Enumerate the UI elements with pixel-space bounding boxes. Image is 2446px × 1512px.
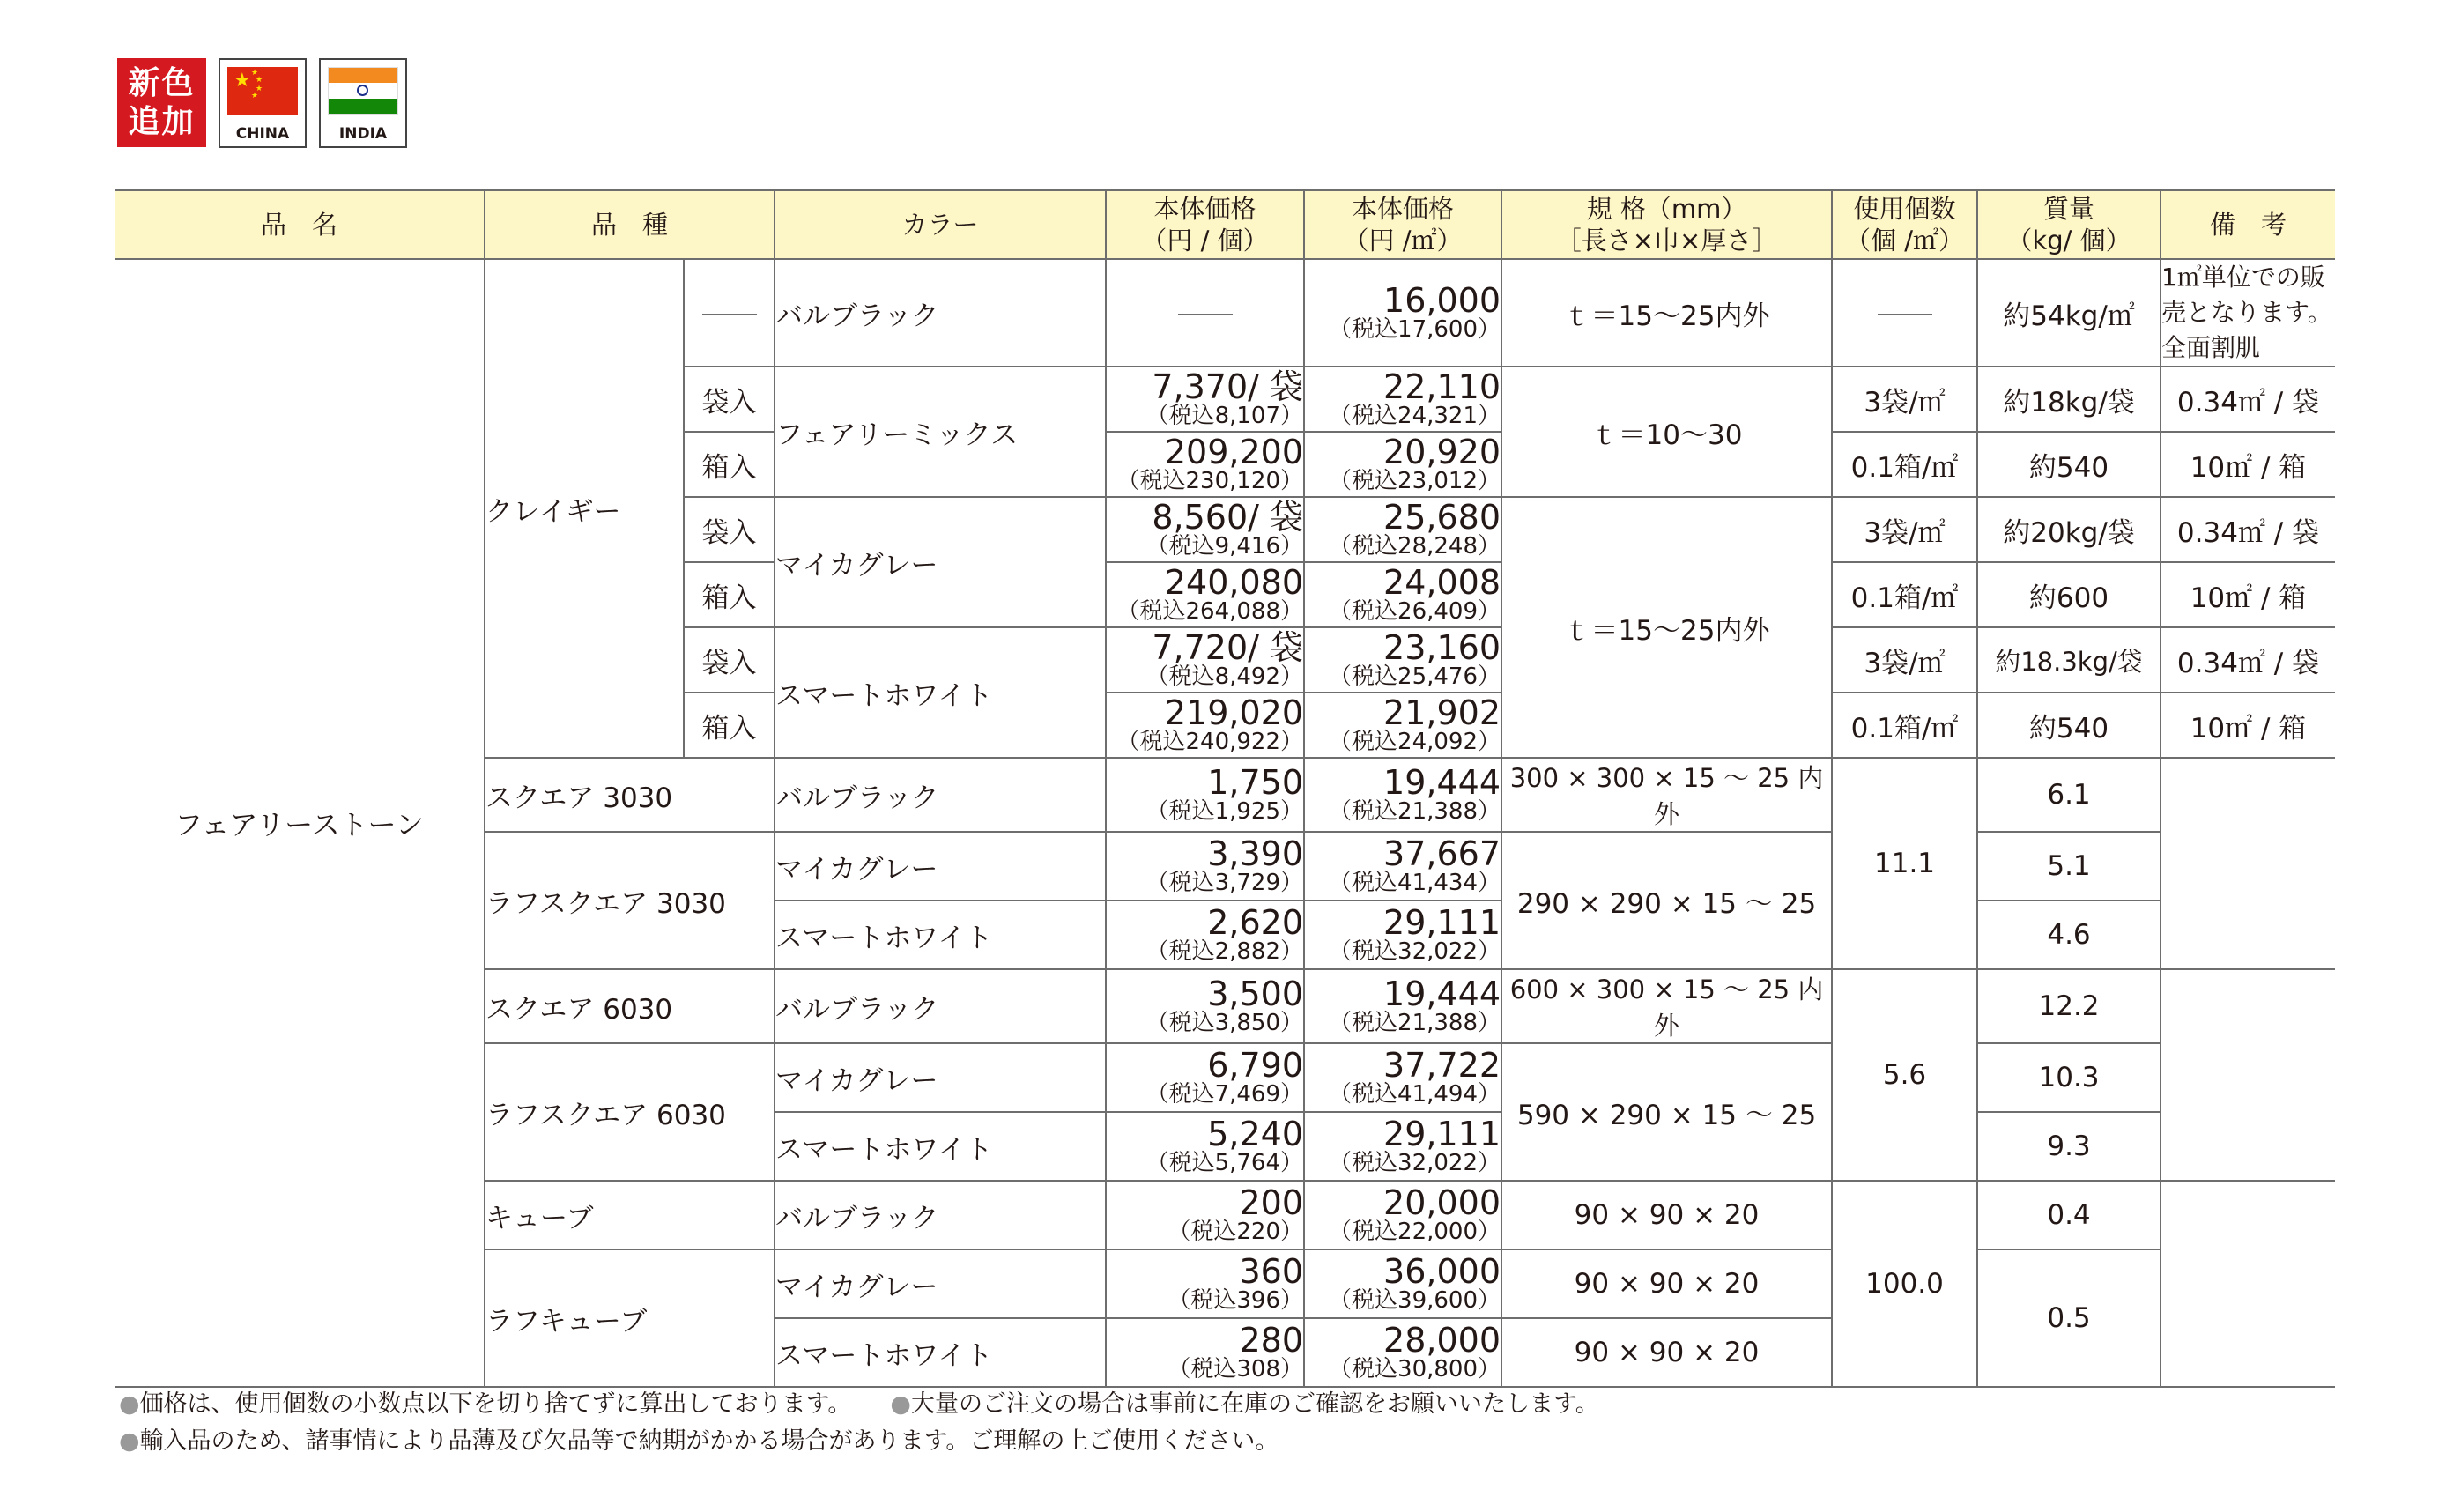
usage-cell: 3袋/㎡ bbox=[1832, 497, 1977, 562]
weight-cell: 約540 bbox=[1977, 693, 2161, 758]
price-spec-table bbox=[115, 189, 2335, 1388]
piece-price-cell: 8,560/ 袋 （税込9,416） bbox=[1106, 497, 1304, 562]
m2-price-cell: 22,110 （税込24,321） bbox=[1304, 367, 1501, 432]
weight-cell: 4.6 bbox=[1977, 901, 2161, 969]
color-cell: スマートホワイト bbox=[775, 1318, 1106, 1387]
spec-cell: ｔ＝15～25内外 bbox=[1501, 497, 1832, 758]
piece-price-cell: 219,020 （税込240,922） bbox=[1106, 693, 1304, 758]
color-cell: スマートホワイト bbox=[775, 627, 1106, 758]
color-cell: バルブラック bbox=[775, 259, 1106, 367]
variety-cell: ラフスクエア 6030 bbox=[485, 1043, 775, 1181]
footnote-1: ●価格は、使用個数の小数点以下を切り捨てずに算出しております。 bbox=[119, 1390, 852, 1418]
piece-price-cell: 360 （税込396） bbox=[1106, 1249, 1304, 1318]
note-cell: 10㎡ / 箱 bbox=[2161, 432, 2335, 497]
usage-cell: 100.0 bbox=[1832, 1181, 1977, 1387]
m2-price-cell: 29,111 （税込32,022） bbox=[1304, 901, 1501, 969]
m2-price-cell: 23,160 （税込25,476） bbox=[1304, 627, 1501, 693]
piece-price-cell: 3,500 （税込3,850） bbox=[1106, 969, 1304, 1043]
m2-price-cell: 16,000 （税込17,600） bbox=[1304, 259, 1501, 367]
weight-cell: 10.3 bbox=[1977, 1043, 2161, 1112]
piece-price-cell: 2,620 （税込2,882） bbox=[1106, 901, 1304, 969]
footnotes bbox=[119, 1386, 1599, 1460]
product-name: フェアリーストーン bbox=[115, 259, 485, 1387]
spec-cell: 90 × 90 × 20 bbox=[1501, 1181, 1832, 1249]
usage-cell: 3袋/㎡ bbox=[1832, 367, 1977, 432]
header-name: 品 名 bbox=[115, 190, 485, 259]
color-cell: マイカグレー bbox=[775, 1043, 1106, 1112]
china-flag-icon: ★ ★ ★ ★ ★ bbox=[227, 67, 298, 115]
piece-price-cell: 3,390 （税込3,729） bbox=[1106, 832, 1304, 901]
header-variety: 品 種 bbox=[485, 190, 775, 259]
table-header-row bbox=[115, 190, 2335, 259]
pack-cell: 箱入 bbox=[684, 562, 775, 627]
note-cell: 10㎡ / 箱 bbox=[2161, 562, 2335, 627]
variety-cell: ラフスクエア 3030 bbox=[485, 832, 775, 969]
spec-cell: 600 × 300 × 15 ～ 25 内外 bbox=[1501, 969, 1832, 1043]
m2-price-cell: 37,667 （税込41,434） bbox=[1304, 832, 1501, 901]
pack-dash bbox=[684, 259, 775, 367]
m2-price-cell: 28,000 （税込30,800） bbox=[1304, 1318, 1501, 1387]
spec-cell: 90 × 90 × 20 bbox=[1501, 1249, 1832, 1318]
pack-cell: 袋入 bbox=[684, 627, 775, 693]
piece-price-cell: 240,080 （税込264,088） bbox=[1106, 562, 1304, 627]
weight-cell: 0.5 bbox=[1977, 1249, 2161, 1387]
color-cell: バルブラック bbox=[775, 969, 1106, 1043]
pack-cell: 箱入 bbox=[684, 693, 775, 758]
weight-cell: 約600 bbox=[1977, 562, 2161, 627]
weight-cell: 6.1 bbox=[1977, 758, 2161, 832]
footnote-2: ●大量のご注文の場合は事前に在庫のご確認をお願いいたします。 bbox=[890, 1390, 1599, 1418]
china-origin-badge bbox=[219, 58, 307, 148]
piece-price-cell: 7,370/ 袋 （税込8,107） bbox=[1106, 367, 1304, 432]
new-color-badge bbox=[117, 58, 206, 147]
spec-cell: 90 × 90 × 20 bbox=[1501, 1318, 1832, 1387]
header-spec: 規 格（mm） ［長さ×巾×厚さ］ bbox=[1501, 190, 1832, 259]
variety-cell: スクエア 3030 bbox=[485, 758, 775, 832]
weight-cell: 約18.3kg/袋 bbox=[1977, 627, 2161, 693]
new-color-badge-line2: 追加 bbox=[128, 103, 196, 140]
note-cell: 0.34㎡ / 袋 bbox=[2161, 367, 2335, 432]
pack-cell: 袋入 bbox=[684, 497, 775, 562]
header-usage: 使用個数 （個 /㎡） bbox=[1832, 190, 1977, 259]
m2-price-cell: 37,722 （税込41,494） bbox=[1304, 1043, 1501, 1112]
table-row bbox=[115, 259, 2335, 367]
usage-dash bbox=[1832, 259, 1977, 367]
piece-price-cell: 209,200 （税込230,120） bbox=[1106, 432, 1304, 497]
m2-price-cell: 36,000 （税込39,600） bbox=[1304, 1249, 1501, 1318]
weight-cell: 約18kg/袋 bbox=[1977, 367, 2161, 432]
m2-price-cell: 25,680 （税込28,248） bbox=[1304, 497, 1501, 562]
piece-price-cell: 200 （税込220） bbox=[1106, 1181, 1304, 1249]
piece-price-cell: 280 （税込308） bbox=[1106, 1318, 1304, 1387]
india-flag-icon bbox=[328, 67, 398, 115]
india-origin-badge bbox=[319, 58, 407, 148]
color-cell: マイカグレー bbox=[775, 832, 1106, 901]
piece-price-cell: 1,750 （税込1,925） bbox=[1106, 758, 1304, 832]
header-weight: 質量 （kg/ 個） bbox=[1977, 190, 2161, 259]
india-label: INDIA bbox=[338, 125, 388, 143]
usage-cell: 5.6 bbox=[1832, 969, 1977, 1181]
color-cell: スマートホワイト bbox=[775, 901, 1106, 969]
weight-cell: 5.1 bbox=[1977, 832, 2161, 901]
spec-cell: ｔ＝10～30 bbox=[1501, 367, 1832, 497]
header-note: 備 考 bbox=[2161, 190, 2335, 259]
color-cell: マイカグレー bbox=[775, 497, 1106, 627]
weight-cell: 9.3 bbox=[1977, 1112, 2161, 1181]
m2-price-cell: 29,111 （税込32,022） bbox=[1304, 1112, 1501, 1181]
badge-row bbox=[117, 58, 407, 150]
usage-cell: 11.1 bbox=[1832, 758, 1977, 969]
pack-cell: 袋入 bbox=[684, 367, 775, 432]
note-cell: 10㎡ / 箱 bbox=[2161, 693, 2335, 758]
variety-cell: キューブ bbox=[485, 1181, 775, 1249]
note-cell: 1㎡単位での販 売となります。 全面割肌 bbox=[2161, 259, 2335, 367]
note-cell-empty bbox=[2161, 969, 2335, 1181]
spec-cell: ｔ＝15～25内外 bbox=[1501, 259, 1832, 367]
weight-cell: 約20kg/袋 bbox=[1977, 497, 2161, 562]
header-price-m2: 本体価格 （円 /㎡） bbox=[1304, 190, 1501, 259]
m2-price-cell: 19,444 （税込21,388） bbox=[1304, 758, 1501, 832]
note-cell-empty bbox=[2161, 758, 2335, 969]
piece-price-dash bbox=[1106, 259, 1304, 367]
variety-cell: スクエア 6030 bbox=[485, 969, 775, 1043]
spec-cell: 300 × 300 × 15 ～ 25 内外 bbox=[1501, 758, 1832, 832]
color-cell: バルブラック bbox=[775, 758, 1106, 832]
header-price-piece: 本体価格 （円 / 個） bbox=[1106, 190, 1304, 259]
weight-cell: 約54kg/㎡ bbox=[1977, 259, 2161, 367]
color-cell: フェアリーミックス bbox=[775, 367, 1106, 497]
variety-cell: ラフキューブ bbox=[485, 1249, 775, 1387]
variety-crazy: クレイギー bbox=[485, 259, 684, 758]
m2-price-cell: 24,008 （税込26,409） bbox=[1304, 562, 1501, 627]
footnote-3: ●輸入品のため、諸事情により品薄及び欠品等で納期がかかる場合があります。ご理解の上ご使用ください。 bbox=[119, 1427, 1279, 1455]
piece-price-cell: 5,240 （税込5,764） bbox=[1106, 1112, 1304, 1181]
color-cell: マイカグレー bbox=[775, 1249, 1106, 1318]
weight-cell: 約540 bbox=[1977, 432, 2161, 497]
note-cell: 0.34㎡ / 袋 bbox=[2161, 627, 2335, 693]
spec-cell: 590 × 290 × 15 ～ 25 bbox=[1501, 1043, 1832, 1181]
weight-cell: 12.2 bbox=[1977, 969, 2161, 1043]
piece-price-cell: 6,790 （税込7,469） bbox=[1106, 1043, 1304, 1112]
usage-cell: 0.1箱/㎡ bbox=[1832, 562, 1977, 627]
note-cell-empty bbox=[2161, 1181, 2335, 1387]
piece-price-cell: 7,720/ 袋 （税込8,492） bbox=[1106, 627, 1304, 693]
m2-price-cell: 20,920 （税込23,012） bbox=[1304, 432, 1501, 497]
usage-cell: 0.1箱/㎡ bbox=[1832, 432, 1977, 497]
new-color-badge-line1: 新色 bbox=[128, 64, 196, 101]
china-label: CHINA bbox=[235, 125, 290, 143]
color-cell: スマートホワイト bbox=[775, 1112, 1106, 1181]
m2-price-cell: 20,000 （税込22,000） bbox=[1304, 1181, 1501, 1249]
m2-price-cell: 19,444 （税込21,388） bbox=[1304, 969, 1501, 1043]
usage-cell: 0.1箱/㎡ bbox=[1832, 693, 1977, 758]
note-cell: 0.34㎡ / 袋 bbox=[2161, 497, 2335, 562]
spec-cell: 290 × 290 × 15 ～ 25 bbox=[1501, 832, 1832, 969]
pack-cell: 箱入 bbox=[684, 432, 775, 497]
m2-price-cell: 21,902 （税込24,092） bbox=[1304, 693, 1501, 758]
color-cell: バルブラック bbox=[775, 1181, 1106, 1249]
usage-cell: 3袋/㎡ bbox=[1832, 627, 1977, 693]
weight-cell: 0.4 bbox=[1977, 1181, 2161, 1249]
header-color: カラー bbox=[775, 190, 1106, 259]
